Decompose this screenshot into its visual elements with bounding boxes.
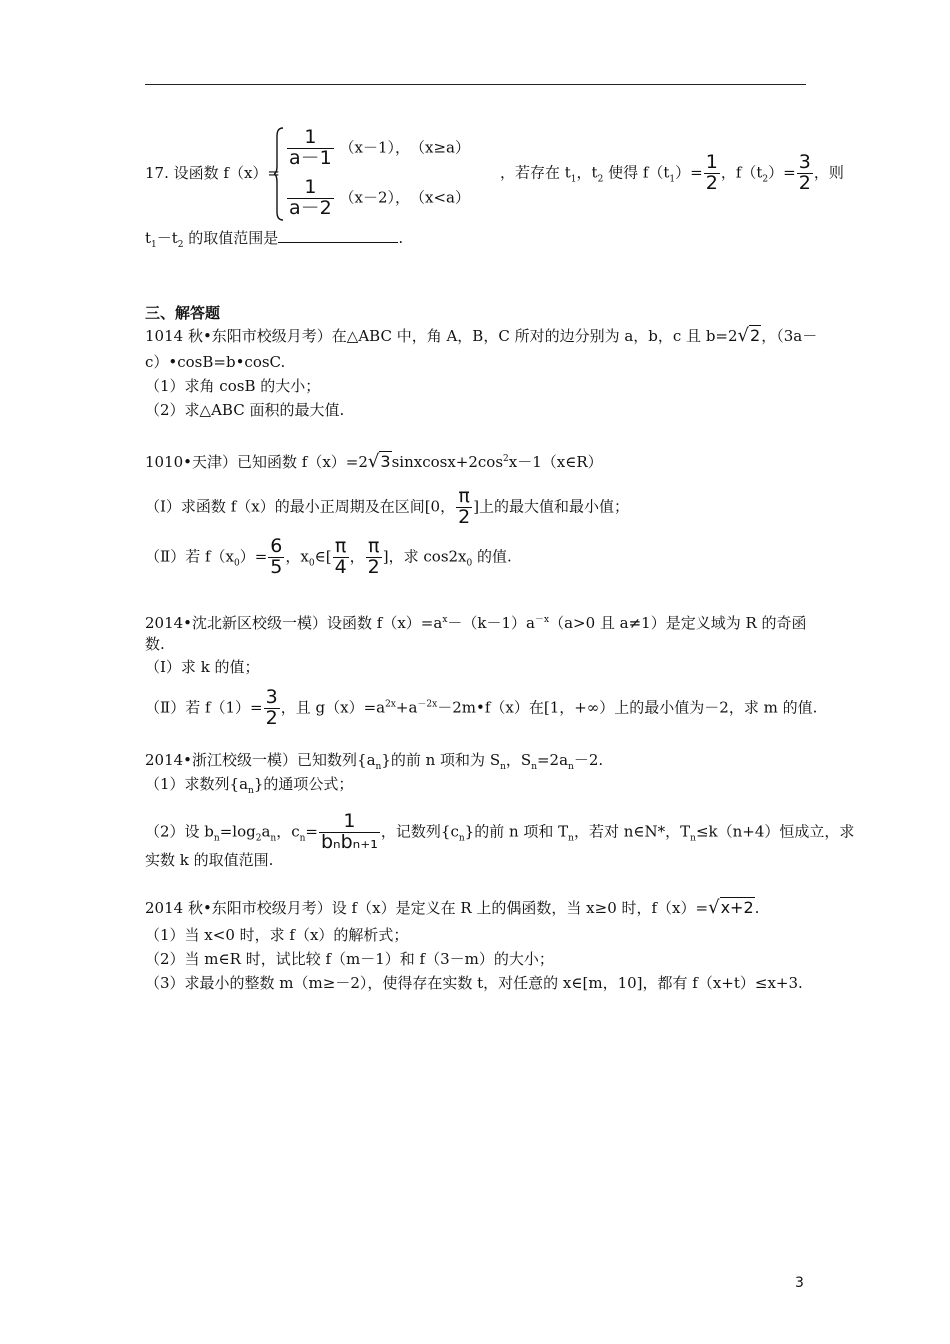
piecewise-fraction-2: $\frac{1}{a-2}$ — [289, 176, 332, 219]
p19-line2: （Ⅰ）求函数 f（x）的最小正周期及在区间[0， $\frac{\pi}{2}$ ]上的最大值和最小值； — [145, 485, 630, 528]
p21-line1: 2014•浙江校级一模）已知数列$\{a_n\}$的前 n 项和为 $S_n$，$S_n=2a_n-2$. — [145, 751, 604, 772]
piecewise-row-2: $\frac{1}{a-2}$ （x－2）， （x<a） — [289, 176, 470, 219]
p21-line4: 实数 k 的取值范围. — [145, 851, 274, 869]
section-title: 三、解答题 — [145, 304, 221, 322]
q17-line1-left: 17. 设函数 f（x）= — [145, 164, 280, 182]
sqrt-three: √3 — [367, 451, 391, 472]
p20-line2: 数. — [145, 635, 165, 653]
p21-line2: （1）求数列$\{a_n\}$的通项公式； — [145, 775, 354, 796]
p20-line3: （Ⅰ）求 k 的值； — [145, 658, 260, 676]
p18-line3: （1）求角 cosB 的大小； — [145, 377, 321, 395]
piecewise-fraction-1: $\frac{1}{a-1}$ — [289, 126, 332, 169]
p22-line2: （1）当 x<0 时，求 f（x）的解析式； — [145, 926, 409, 944]
fraction-pi-over-4: $\frac{\pi}{4}$ — [334, 535, 347, 578]
fraction-pi-over-2-b: $\frac{\pi}{2}$ — [367, 535, 380, 578]
fraction-three-halves: $\frac{3}{2}$ — [798, 151, 811, 194]
sqrt-x-plus-2: √x+2 — [708, 897, 754, 918]
q17-line1-right: ，若存在 $t_1$，$t_2$ 使得 $f(t_1)=$ $\frac{1}{2}$ ，$f(t_2)=$ $\frac{3}{2}$ ，则 — [500, 151, 844, 194]
p21-line3: （2）设 $b_n=\log_2a_n$，$c_n=$ $\frac{1}{\text{bₙbₙ₊₁}}$ ，记数列$\{c_n\}$的前 n 项和 $T_n$，若对 n∈N*，$T_n\le k(n+4)$恒成立，求 — [145, 810, 855, 853]
p20-line4: （Ⅱ）若 f（1）= $\frac{3}{2}$ ，且 $g(x)=a^{2x}+a^{-2x}-2m•f(x)$在[1，+∞）上的最小值为－2，求 m 的值. — [145, 686, 818, 729]
p19-line3: （Ⅱ）若 $f(x_0)=$ $\frac{6}{5}$ ，$x_0\in$[ $\frac{\pi}{4}$ ， $\frac{\pi}{2}$ ]，求 $\cos 2x_0$ 的值. — [145, 535, 512, 578]
p18-line1: 1014 秋•东阳市校级月考）在△ABC 中，角 A，B，C 所对的边分别为 a，b，c 且 b=2√2，（3a－ — [145, 325, 818, 346]
fraction-three-halves-b: $\frac{3}{2}$ — [265, 686, 278, 729]
fraction-one-over-bn-bn1: $\frac{1}{\text{bₙbₙ₊₁}}$ — [320, 810, 378, 853]
p20-line1: 2014•沈北新区校级一模）设函数 $f(x)=a^x-(k-1)a^{-x}(a>0$ 且 a≠1）是定义域为 R 的奇函 — [145, 614, 807, 632]
header-rule — [145, 84, 806, 85]
fraction-one-half: $\frac{1}{2}$ — [705, 151, 718, 194]
p19-line1: 1010•天津）已知函数 $f(x)=2√3sinxcosx+2\cos^2x-1(x\in R)$ — [145, 451, 603, 472]
fraction-pi-over-2: $\frac{\pi}{2}$ — [458, 485, 471, 528]
p22-line3: （2）当 m∈R 时，试比较 f（m－1）和 f（3－m）的大小； — [145, 950, 554, 968]
p22-line4: （3）求最小的整数 m（m≥－2），使得存在实数 t，对任意的 x∈[m，10]，都有 f（x+t）≤x+3. — [145, 974, 803, 992]
sqrt-two: √2 — [737, 325, 761, 346]
piecewise-row-1: $\frac{1}{a-1}$ （x－1）， （x≥a） — [289, 126, 470, 169]
p18-line4: （2）求△ABC 面积的最大值. — [145, 401, 345, 419]
page-number: 3 — [795, 1275, 804, 1291]
piecewise-brace — [274, 126, 284, 222]
fraction-six-fifths: $\frac{6}{5}$ — [270, 535, 283, 578]
p18-line2: c）•cosB=b•cosC. — [145, 353, 286, 371]
q17-line2: $t_1-t_2$ 的取值范围是 . — [145, 229, 404, 250]
p22-line1: 2014 秋•东阳市校级月考）设 f（x）是定义在 R 上的偶函数，当 x≥0 时，f（x）=√x+2. — [145, 897, 760, 918]
answer-blank[interactable] — [278, 228, 398, 243]
